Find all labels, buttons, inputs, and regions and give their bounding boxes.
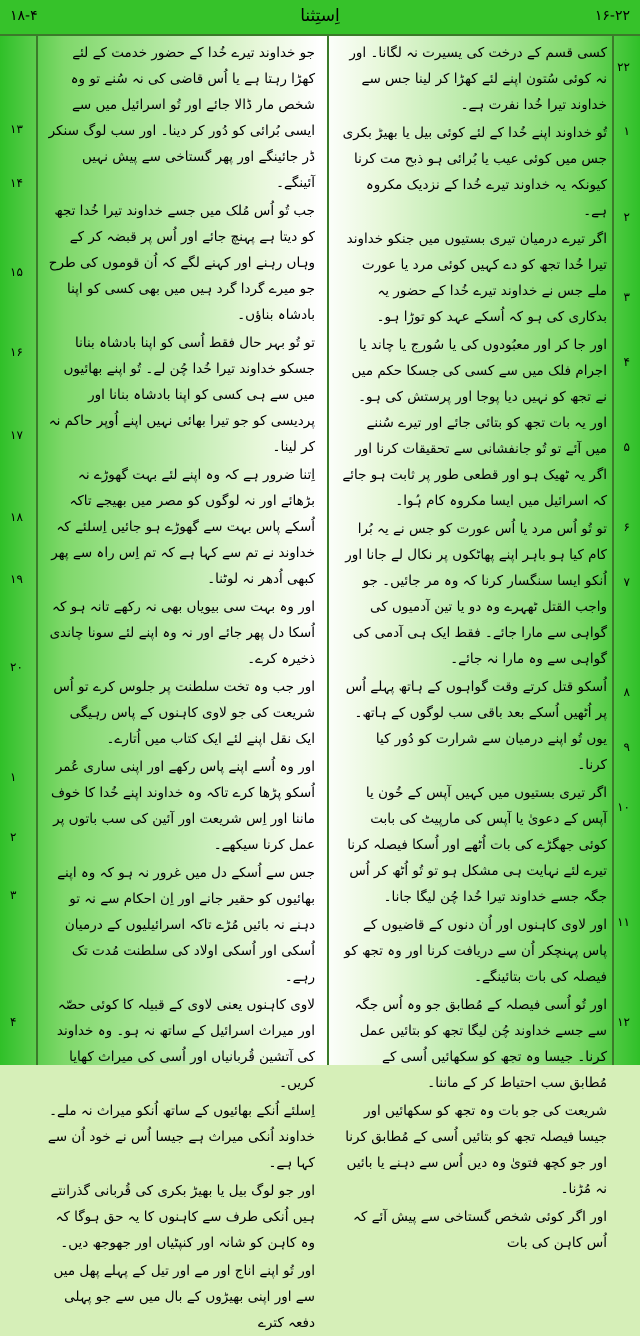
verse-paragraph: اور تُو اپنے اناج اور مے اور تیل کے پہلے پھل میں سے اور اپنی بھیڑوں کے بال میں سے جو پہلی دفعہ کترے <box>53 1263 315 1331</box>
verse-paragraph: اِتنا ضرور ہے کہ وہ اپنے لئے بہت گھوڑے نہ بڑھائے اور نہ لوگوں کو مصر میں بھیجے تاکہ اُسکے پاس بہت سے گھوڑے ہو جائیں اِسلئے کہ خداوند نے تم سے کہا ہے کہ تم اِس راہ سے پھر کبھی اُدھر نہ لوٹنا۔ <box>51 467 315 587</box>
verse-number: ۷ <box>623 575 630 589</box>
verse-number: ۸ <box>623 685 630 699</box>
verse-number: ۹ <box>623 740 630 754</box>
verse-number: ۱۸ <box>10 510 23 524</box>
verse-number: ۶ <box>623 520 630 534</box>
verse-paragraph: اور جا کر اور معبُودوں کی یا سُورج یا چاند یا اجرام فلک میں سے کسی کی جسکا حکم میں نے تجھ کو نہیں دیا پوجا اور پرستش کی ہو۔ اور یہ بات تجھ کو بتائی جائے اور تیرے سُننے میں آئے تو تُو جانفشانی سے تحقیقات کرنا اور اگر یہ ٹھیک ہو اور قطعی طور پر ثابت ہو جائے کہ اسرائیل میں ایسا مکروہ کام ہُوا۔ <box>342 337 607 509</box>
verse-number: ۱ <box>10 770 17 784</box>
verse-number: ۲۰ <box>10 660 23 674</box>
verse-paragraph: اور اگر کوئی شخص گستاخی سے پیش آئے کہ اُس کاہن کی بات <box>353 1209 607 1251</box>
verse-number: ۵ <box>623 440 630 454</box>
chapter-verse-range-right: ۱۶-۲۲ <box>594 8 630 24</box>
verse-paragraph: اگر تیری بستیوں میں کہیں آپس کے خُون یا آپس کے دعویٰ یا آپس کی مارپیٹ کی بابت کوئی جھگڑے کی بات اُٹھے اور اُسکا فیصلہ کرنا تیرے لئے نہایت ہی مشکل ہو تو تُو اُٹھ کر اُس جگہ جسے خداوند تیرا خُدا چُن لیگا جانا۔ <box>347 785 607 905</box>
verse-number: ۱۱ <box>617 915 630 929</box>
verse-number: ۱۶ <box>10 345 23 359</box>
verse-paragraph: اور وہ بہت سی بیویاں بھی نہ رکھے تانہ ہو کہ اُسکا دل پھر جائے اور نہ وہ اپنے لئے سونا چاندی ذخیرہ کرے۔ <box>49 599 315 667</box>
verse-paragraph: اور جو لوگ بیل یا بھیڑ بکری کی قُربانی گذرانتے ہیں اُنکی طرف سے کاہنوں کا یہ حق ہوگا کہ وہ کاہن کو شانہ اور کنپٹیاں اور جھوجھ دیں۔ <box>50 1183 315 1251</box>
left-text-column <box>47 40 315 1331</box>
verse-paragraph: جب تُو اُس مُلک میں جسے خداوند تیرا خُدا تجھ کو دیتا ہے پہنچ جائے اور اُس پر قبضہ کر کے وہاں رہنے اور کہنے لگے کہ اُن قوموں کی طرح جو میرے گردا گرد ہیں میں بھی کسی کو اپنا بادشاہ بناؤں۔ <box>48 203 315 323</box>
verse-number: ۲ <box>623 210 630 224</box>
center-divider <box>327 34 329 1065</box>
verse-number: ۱۷ <box>10 428 23 442</box>
verse-paragraph: شریعت کی جو بات وہ تجھ کو سکھائیں اور جیسا فیصلہ تجھ کو بتائیں اُسی کے مُطابق کرنا اور جو کچھ فتویٰ وہ دیں اُس سے دہنے یا بائیں نہ مُڑنا۔ <box>345 1103 607 1197</box>
verse-number: ۱۳ <box>10 122 23 136</box>
verse-paragraph: اور وہ اُسے اپنے پاس رکھے اور اپنی ساری عُمر اُسکو پڑھا کرے تاکہ وہ خداوند اپنے خُدا کا خوف ماننا اور اِس شریعت اور آئین کی سب باتوں پر عمل کرنا سیکھے۔ <box>50 759 315 853</box>
verse-number: ۲۲ <box>617 60 630 74</box>
verse-number: ۱۵ <box>10 265 23 279</box>
verse-number: ۲ <box>10 830 17 844</box>
verse-number: ۱۴ <box>10 176 23 190</box>
verse-number: ۱۹ <box>10 572 23 586</box>
page-header <box>0 0 640 36</box>
verse-paragraph: اِسلئے اُنکے بھائیوں کے ساتھ اُنکو میراث نہ ملے۔ خداوند اُنکی میراث ہے جیسا اُس نے خود اُن سے کہا ہے۔ <box>47 1103 315 1171</box>
verse-paragraph: اور لاوی کاہنوں اور اُن دنوں کے قاضیوں کے پاس پہنچکر اُن سے دریافت کرنا اور وہ تجھ کو فیصلہ کی بات بتائینگے۔ <box>344 917 607 985</box>
verse-number: ۴ <box>10 1015 17 1029</box>
verse-paragraph: کسی قسم کے درخت کی یسیرت نہ لگانا۔ اور نہ کوئی سُتون اپنے لئے کھڑا کر لینا جس سے خداوند تیرا خُدا نفرت ہے۔ <box>349 45 607 113</box>
right-text-column <box>342 40 607 1251</box>
verse-number: ۳ <box>623 290 630 304</box>
verse-paragraph: لاوی کاہنوں یعنی لاوی کے قبیلہ کا کوئی حصّہ اور میراث اسرائیل کے ساتھ نہ ہو۔ وہ خداوند کی آتشین قُربانیاں اور اُسی کی میراث کھایا کریں۔ <box>56 997 315 1091</box>
verse-paragraph: اور جب وہ تخت سلطنت پر جلوس کرے تو اُس شریعت کی جو لاوی کاہنوں کے پاس رہیگی ایک نقل اپنے لئے ایک کتاب میں اُتارے۔ <box>53 679 315 747</box>
verse-paragraph: تو تُو بہر حال فقط اُسی کو اپنا بادشاہ بنانا جسکو خداوند تیرا خُدا چُن لے۔ تُو اپنے بھائیوں میں سے ہی کسی کو اپنا بادشاہ بنانا اور پردیسی کو جو تیرا بھائی نہیں اپنے اُوپر حاکم نہ کر لینا۔ <box>48 335 315 455</box>
verse-number: ۱ <box>623 124 630 138</box>
left-margin-divider <box>36 34 38 1065</box>
verse-number: ۳ <box>10 888 17 902</box>
verse-paragraph: جس سے اُسکے دل میں غرور نہ ہو کہ وہ اپنے بھائیوں کو حقیر جانے اور اِن احکام سے نہ تو دہنے نہ بائیں مُڑے تاکہ اسرائیلیوں کے درمیان اُسکی اور اُسکی اولاد کی سلطنت مُدت تک رہے۔ <box>57 865 315 985</box>
verse-number: ۱۰ <box>617 800 630 814</box>
right-margin-divider <box>612 34 614 1065</box>
chapter-verse-range-left: ۱۸-۴ <box>10 8 38 24</box>
verse-paragraph: اُسکو قتل کرتے وقت گواہوں کے ہاتھ پہلے اُس پر اُٹھیں اُسکے بعد باقی سب لوگوں کے ہاتھ۔ یوں تُو اپنے درمیان سے شرارت کو دُور کیا کرنا۔ <box>345 679 607 773</box>
verse-paragraph: اگر تیرے درمیان تیری بستیوں میں جنکو خداوند تیرا خُدا تجھ کو دے کہیں کوئی مرد یا عورت ملے جس نے خداوند تیرے خُدا کے حضور یہ بدکاری کی ہو کہ اُسکے عہد کو توڑا ہو۔ <box>346 231 607 325</box>
verse-paragraph: اور تُو اُسی فیصلہ کے مُطابق جو وہ اُس جگہ سے جسے خداوند چُن لیگا تجھ کو بتائیں عمل کرنا۔ جیسا وہ تجھ کو سکھائیں اُسی کے مُطابق سب احتیاط کر کے ماننا۔ <box>354 997 607 1091</box>
book-title: اِستِثنا <box>300 6 340 26</box>
verse-number: ۱۲ <box>617 1015 630 1029</box>
verse-paragraph: تو تُو اُس مرد یا اُس عورت کو جس نے یہ بُرا کام کیا ہو باہر اپنے پھاٹکوں پر نکال لے جانا اور اُنکو ایسا سنگسار کرنا کہ وہ مر جائیں۔ جو واجب القتل ٹھہرے وہ دو یا تین آدمیوں کی گواہی سے مارا جائے۔ فقط ایک ہی آدمی کی گواہی سے وہ مارا نہ جائے۔ <box>345 521 607 667</box>
verse-number: ۴ <box>623 355 630 369</box>
verse-paragraph: جو خداوند تیرے خُدا کے حضور خدمت کے لئے کھڑا رہتا ہے یا اُس قاضی کی نہ سُنے تو وہ شخص مار ڈالا جائے اور تُو اسرائیل میں سے ایسی بُرائی کو دُور کر دینا۔ اور سب لوگ سنکر ڈر جائینگے اور پھر گستاخی سے پیش نہیں آئینگے۔ <box>48 45 315 191</box>
verse-paragraph: تُو خداوند اپنے خُدا کے لئے کوئی بیل یا بھیڑ بکری جس میں کوئی عیب یا بُرائی ہو ذبح مت کرنا کیونکہ یہ خداوند تیرے خُدا کے نزدیک مکروہ ہے۔ <box>342 125 607 219</box>
